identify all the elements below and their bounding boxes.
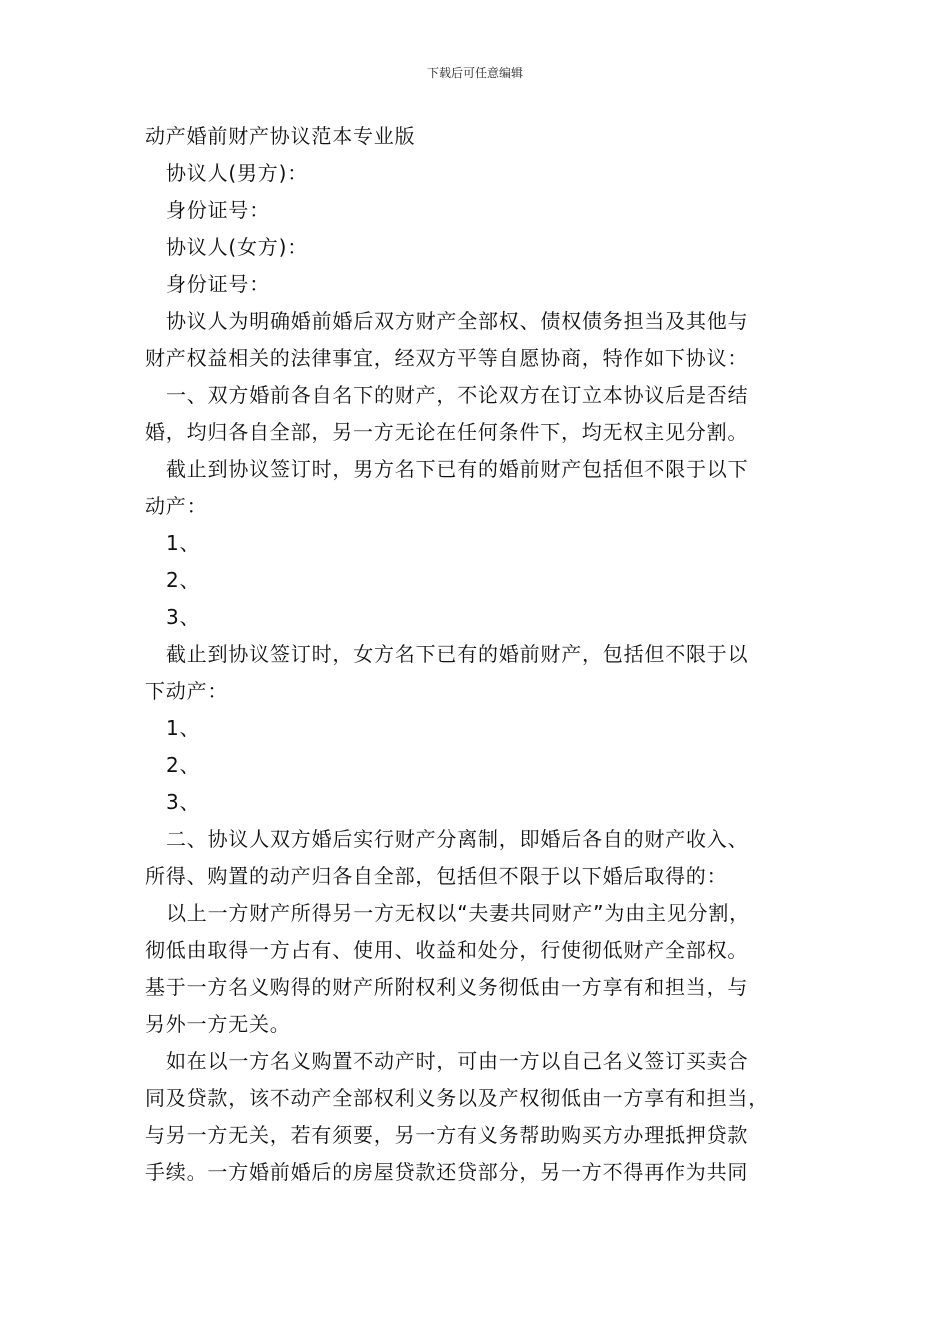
list-item: 3、 (166, 790, 201, 814)
paragraph-line: 如在以一方名义购置不动产时，可由一方以自己名义签订买卖合 (166, 1049, 749, 1073)
paragraph-line: 截止到协议签订时，女方名下已有的婚前财产，包括但不限于以 (166, 642, 749, 666)
document-body (145, 118, 810, 1191)
paragraph-line: 财产权益相关的法律事宜，经双方平等自愿协商，特作如下协议： (145, 346, 749, 370)
list-item: 2、 (166, 568, 201, 592)
paragraph-line: 基于一方名义购得的财产所附权利义务彻低由一方享有和担当，与 (145, 975, 749, 999)
document-title: 动产婚前财产协议范本专业版 (145, 124, 416, 148)
id-number-label-female: 身份证号： (166, 272, 270, 296)
paragraph-line: 二、协议人双方婚后实行财产分离制，即婚后各自的财产收入、 (166, 827, 749, 851)
paragraph-line: 所得、购置的动产归各自全部，包括但不限于以下婚后取得的： (145, 864, 728, 888)
party-female-label: 协议人(女方)： (166, 235, 309, 259)
list-item: 1、 (166, 716, 201, 740)
id-number-label-male: 身份证号： (166, 198, 270, 222)
list-item: 3、 (166, 605, 201, 629)
paragraph-line: 同及贷款，该不动产全部权利义务以及产权彻低由一方享有和担当， (145, 1086, 769, 1110)
paragraph-line: 彻低由取得一方占有、使用、收益和处分，行使彻低财产全部权。 (145, 938, 749, 962)
paragraph-line: 协议人为明确婚前婚后双方财产全部权、债权债务担当及其他与 (166, 309, 749, 333)
paragraph-line: 婚，均归各自全部，另一方无论在任何条件下，均无权主见分割。 (145, 420, 749, 444)
paragraph-line: 截止到协议签订时，男方名下已有的婚前财产包括但不限于以下 (166, 457, 749, 481)
list-item: 2、 (166, 753, 201, 777)
paragraph-line: 与另一方无关，若有须要，另一方有义务帮助购买方办理抵押贷款 (145, 1123, 749, 1147)
paragraph-line: 一、双方婚前各自名下的财产，不论双方在订立本协议后是否结 (166, 383, 749, 407)
paragraph-line: 手续。一方婚前婚后的房屋贷款还贷部分，另一方不得再作为共同 (145, 1160, 749, 1184)
header-note: 下载后可任意编辑 (426, 66, 523, 80)
list-item: 1、 (166, 531, 201, 555)
paragraph-line: 动产： (145, 494, 208, 518)
paragraph-line: 以上一方财产所得另一方无权以“夫妻共同财产”为由主见分割， (166, 901, 750, 925)
paragraph-line: 下动产： (145, 679, 229, 703)
paragraph-line: 另外一方无关。 (145, 1012, 291, 1036)
party-male-label: 协议人(男方)： (166, 161, 309, 185)
